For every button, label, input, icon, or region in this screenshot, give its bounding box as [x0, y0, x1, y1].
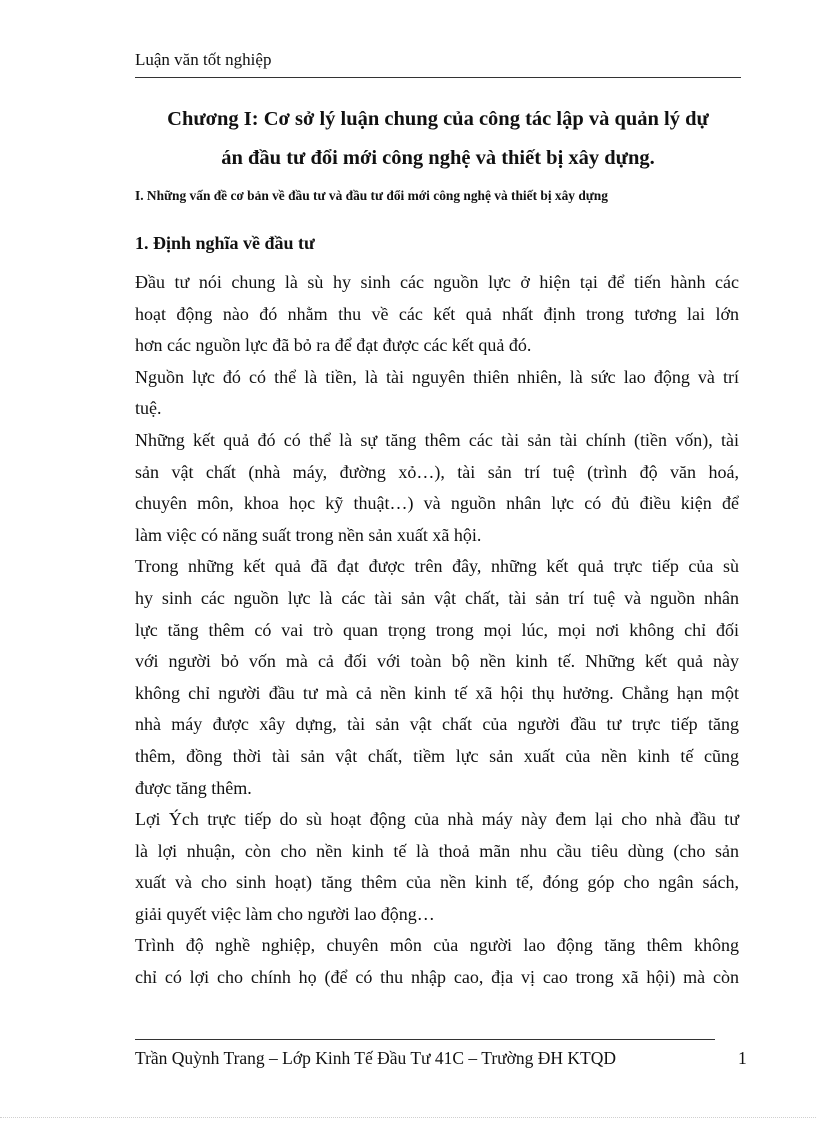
- body-line: làm việc có năng suất trong nền sản xuất xã hội.: [135, 524, 482, 545]
- body-line: giải quyết việc làm cho người lao động…: [135, 903, 435, 924]
- section-heading: I. Những vấn đề cơ bản về đầu tư và đầu tư đổi mới công nghệ và thiết bị xây dựng: [135, 188, 608, 203]
- body-line: hoạt động nào đó nhằm thu về các kết quả nhất định trong tương lai lớn: [135, 303, 739, 324]
- body-line: nhà máy được xây dựng, tài sản vật chất của người đầu tư trực tiếp tăng: [135, 714, 739, 735]
- body-line: được tăng thêm.: [135, 777, 252, 798]
- body-line: Nguồn lực đó có thể là tiền, là tài nguyên thiên nhiên, là sức lao động và trí: [135, 366, 739, 387]
- body-line: hy sinh các nguồn lực là các tài sản vật chất, tài sản trí tuệ và nguồn nhân: [135, 587, 739, 608]
- body-text: [135, 267, 739, 994]
- page-bottom-edge: [0, 1117, 816, 1118]
- page-number: 1: [738, 1048, 747, 1068]
- header-rule: [135, 77, 741, 78]
- body-line: Đầu tư nói chung là sù hy sinh các nguồn lực ở hiện tại để tiến hành các: [135, 272, 739, 292]
- body-line: Lợi Ých trực tiếp do sù hoạt động của nhà máy này đem lại cho nhà đầu tư: [135, 809, 739, 830]
- chapter-title-line-2: án đầu tư đổi mới công nghệ và thiết bị xây dựng.: [221, 147, 655, 169]
- footer-rule: [135, 1039, 715, 1040]
- running-header: Luận văn tốt nghiệp: [135, 50, 272, 69]
- body-line: chỉ có lợi cho chính họ (để có thu nhập cao, địa vị cao trong xã hội) mà còn: [135, 967, 739, 988]
- running-footer: Trần Quỳnh Trang – Lớp Kinh Tế Đầu Tư 41C – Trường ĐH KTQD: [135, 1048, 617, 1068]
- body-line: chuyên môn, khoa học kỹ thuật…) và nguồn nhân lực có đủ điều kiện để: [135, 493, 739, 514]
- body-line: tuệ.: [135, 398, 162, 419]
- body-line: với người bỏ vốn mà cả đối với toàn bộ nền kinh tế. Những kết quả này: [135, 651, 739, 672]
- body-line: là lợi nhuận, còn cho nền kinh tế là thoả mãn nhu cầu tiêu dùng (cho sản: [135, 840, 739, 861]
- body-line: hơn các nguồn lực đã bỏ ra để đạt được các kết quả đó.: [135, 335, 532, 356]
- chapter-title-line-1: Chương I: Cơ sở lý luận chung của công tác lập và quản lý dự: [167, 108, 709, 130]
- body-line: thêm, đồng thời tài sản vật chất, tiềm lực sản xuất của nền kinh tế cũng: [135, 745, 739, 766]
- body-line: Trong những kết quả đã đạt được trên đây, những kết quả trực tiếp của sù: [135, 556, 739, 577]
- body-line: không chỉ người đầu tư mà cả nền kinh tế xã hội thụ hưởng. Chẳng hạn một: [135, 682, 739, 703]
- body-line: xuất và cho sinh hoạt) tăng thêm của nền kinh tế, đóng góp cho ngân sách,: [135, 872, 739, 893]
- body-line: Những kết quả đó có thể là sự tăng thêm các tài sản tài chính (tiền vốn), tài: [135, 429, 739, 450]
- body-line: sản vật chất (nhà máy, đường xỏ…), tài sản trí tuệ (trình độ văn hoá,: [135, 461, 739, 482]
- chapter-title: [130, 100, 746, 178]
- subsection-heading: 1. Định nghĩa về đầu tư: [135, 233, 315, 253]
- body-line: Trình độ nghề nghiệp, chuyên môn của người lao động tăng thêm không: [135, 935, 739, 956]
- body-line: lực tăng thêm có vai trò quan trọng trong mọi lúc, mọi nơi không chỉ đối: [135, 619, 739, 640]
